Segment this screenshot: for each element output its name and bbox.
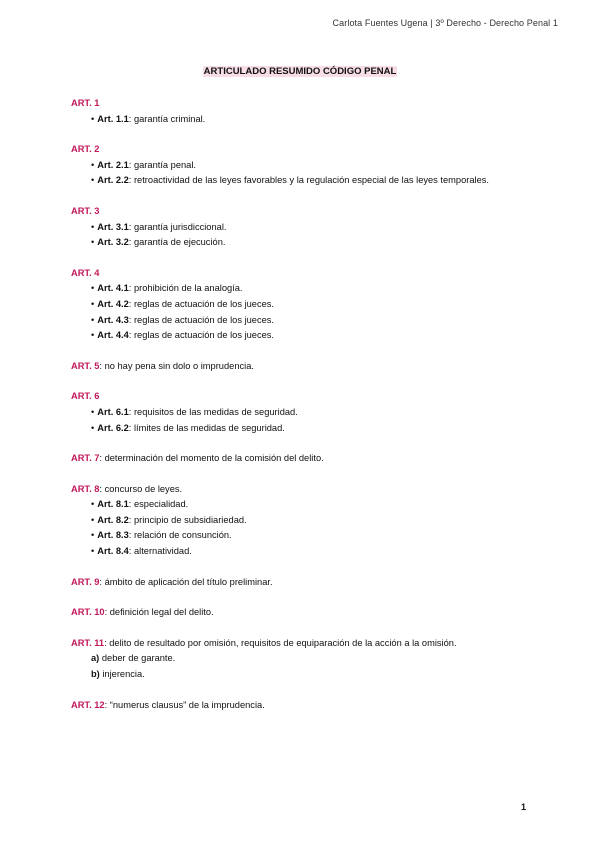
article-description: : ámbito de aplicación del título preliminar. <box>99 576 273 587</box>
article-heading <box>71 698 571 714</box>
article-number: ART. 10 <box>71 607 105 618</box>
article-heading <box>71 359 571 375</box>
item-description: deber de garante. <box>99 653 176 664</box>
article-description: : definición legal del delito. <box>104 607 214 618</box>
sub-article-number: Art. 8.4 <box>97 546 129 557</box>
article-list <box>71 96 571 728</box>
sub-article-item <box>71 405 571 421</box>
bullet-icon: • <box>91 422 95 433</box>
bullet-icon: • <box>91 314 95 325</box>
article-heading <box>71 96 571 112</box>
article-number: ART. 7 <box>71 453 100 464</box>
article-number: ART. 6 <box>71 391 100 402</box>
sub-article-item <box>71 328 571 344</box>
sub-article-number: Art. 1.1 <box>97 113 129 124</box>
sub-article-number: Art. 2.2 <box>97 175 129 186</box>
sub-article-item <box>71 313 571 329</box>
article-block <box>71 204 571 251</box>
lettered-item <box>71 651 571 667</box>
sub-article-number: Art. 6.2 <box>97 422 129 433</box>
bullet-icon: • <box>91 175 95 186</box>
article-block <box>71 605 571 621</box>
sub-article-description: : reglas de actuación de los jueces. <box>128 330 275 341</box>
sub-article-description: : garantía jurisdiccional. <box>128 221 227 232</box>
sub-article-item <box>71 173 571 189</box>
article-number: ART. 9 <box>71 576 100 587</box>
article-block <box>71 482 571 560</box>
bullet-icon: • <box>91 159 95 170</box>
sub-article-list <box>71 281 571 343</box>
sub-article-item <box>71 421 571 437</box>
sub-article-description: : alternatividad. <box>128 546 192 557</box>
bullet-icon: • <box>91 221 95 232</box>
article-block <box>71 451 571 467</box>
sub-article-description: : relación de consunción. <box>128 530 232 541</box>
sub-article-number: Art. 4.3 <box>97 314 129 325</box>
article-description: : concurso de leyes. <box>99 483 183 494</box>
sub-article-description: : reglas de actuación de los jueces. <box>128 298 275 309</box>
article-number: ART. 11 <box>71 637 105 648</box>
bullet-icon: • <box>91 406 95 417</box>
sub-article-description: : límites de las medidas de seguridad. <box>128 422 285 433</box>
sub-article-list <box>71 158 571 189</box>
article-number: ART. 4 <box>71 267 100 278</box>
sub-article-number: Art. 4.4 <box>97 330 129 341</box>
bullet-icon: • <box>91 499 95 510</box>
sub-article-number: Art. 8.2 <box>97 514 129 525</box>
lettered-item <box>71 667 571 683</box>
sub-article-number: Art. 6.1 <box>97 406 129 417</box>
article-block <box>71 359 571 375</box>
sub-article-description: : garantía criminal. <box>128 113 206 124</box>
article-description: : “numerus clausus” de la imprudencia. <box>104 699 265 710</box>
sub-article-list <box>71 220 571 251</box>
bullet-icon: • <box>91 514 95 525</box>
bullet-icon: • <box>91 530 95 541</box>
article-heading <box>71 389 571 405</box>
sub-article-number: Art. 3.1 <box>97 221 129 232</box>
item-description: injerencia. <box>99 669 145 680</box>
sub-article-description: : especialidad. <box>128 499 189 510</box>
article-number: ART. 2 <box>71 144 100 155</box>
bullet-icon: • <box>91 546 95 557</box>
bullet-icon: • <box>91 283 95 294</box>
sub-article-item <box>71 112 571 128</box>
article-number: ART. 1 <box>71 98 100 108</box>
item-letter: a) <box>91 653 100 664</box>
sub-article-item <box>71 528 571 544</box>
article-number: ART. 3 <box>71 205 100 216</box>
page-header: Carlota Fuentes Ugena | 3º Derecho - Derecho Penal 1 <box>332 18 558 28</box>
sub-article-description: : reglas de actuación de los jueces. <box>128 314 275 325</box>
article-block <box>71 96 571 127</box>
article-heading <box>71 204 571 220</box>
article-description: : determinación del momento de la comisión del delito. <box>99 453 324 464</box>
sub-article-list <box>71 405 571 436</box>
article-heading <box>71 266 571 282</box>
article-block <box>71 698 571 714</box>
bullet-icon: • <box>91 113 95 124</box>
page-number: 1 <box>520 802 526 812</box>
article-block <box>71 389 571 436</box>
article-block <box>71 266 571 344</box>
sub-article-number: Art. 4.2 <box>97 298 129 309</box>
article-heading <box>71 451 571 467</box>
sub-article-description: : garantía penal. <box>128 159 196 170</box>
sub-article-number: Art. 4.1 <box>97 283 129 294</box>
sub-article-item <box>71 158 571 174</box>
sub-article-number: Art. 8.1 <box>97 499 129 510</box>
sub-article-item <box>71 497 571 513</box>
sub-article-item <box>71 235 571 251</box>
article-block <box>71 142 571 189</box>
article-number: ART. 12 <box>71 699 105 710</box>
sub-article-list <box>71 112 571 128</box>
sub-article-item <box>71 297 571 313</box>
document-title <box>0 66 600 77</box>
bullet-icon: • <box>91 330 95 341</box>
article-description: : delito de resultado por omisión, requisitos de equiparación de la acción a la omisión. <box>104 637 457 648</box>
sub-article-number: Art. 3.2 <box>97 237 129 248</box>
sub-article-item <box>71 281 571 297</box>
article-heading <box>71 142 571 158</box>
bullet-icon: • <box>91 237 95 248</box>
article-block <box>71 636 571 683</box>
sub-article-number: Art. 2.1 <box>97 159 129 170</box>
sub-article-description: : requisitos de las medidas de seguridad. <box>128 406 298 417</box>
article-number: ART. 5 <box>71 360 100 371</box>
sub-article-number: Art. 8.3 <box>97 530 129 541</box>
sub-article-description: : retroactividad de las leyes favorables y la regulación especial de las leyes temporales. <box>128 175 489 186</box>
article-heading <box>71 575 571 591</box>
sub-article-description: : principio de subsidiariedad. <box>128 514 247 525</box>
sub-article-description: : prohibición de la analogía. <box>128 283 243 294</box>
bullet-icon: • <box>91 298 95 309</box>
article-heading <box>71 482 571 498</box>
article-block <box>71 575 571 591</box>
sub-article-list <box>71 497 571 559</box>
item-letter: b) <box>91 669 100 680</box>
sub-article-item <box>71 513 571 529</box>
sub-article-description: : garantía de ejecución. <box>128 237 226 248</box>
article-heading <box>71 636 571 652</box>
article-heading <box>71 605 571 621</box>
document-title-text: ARTICULADO RESUMIDO CÓDIGO PENAL <box>203 66 397 77</box>
sub-article-item <box>71 544 571 560</box>
sub-article-item <box>71 220 571 236</box>
article-number: ART. 8 <box>71 483 100 494</box>
article-description: : no hay pena sin dolo o imprudencia. <box>99 360 254 371</box>
